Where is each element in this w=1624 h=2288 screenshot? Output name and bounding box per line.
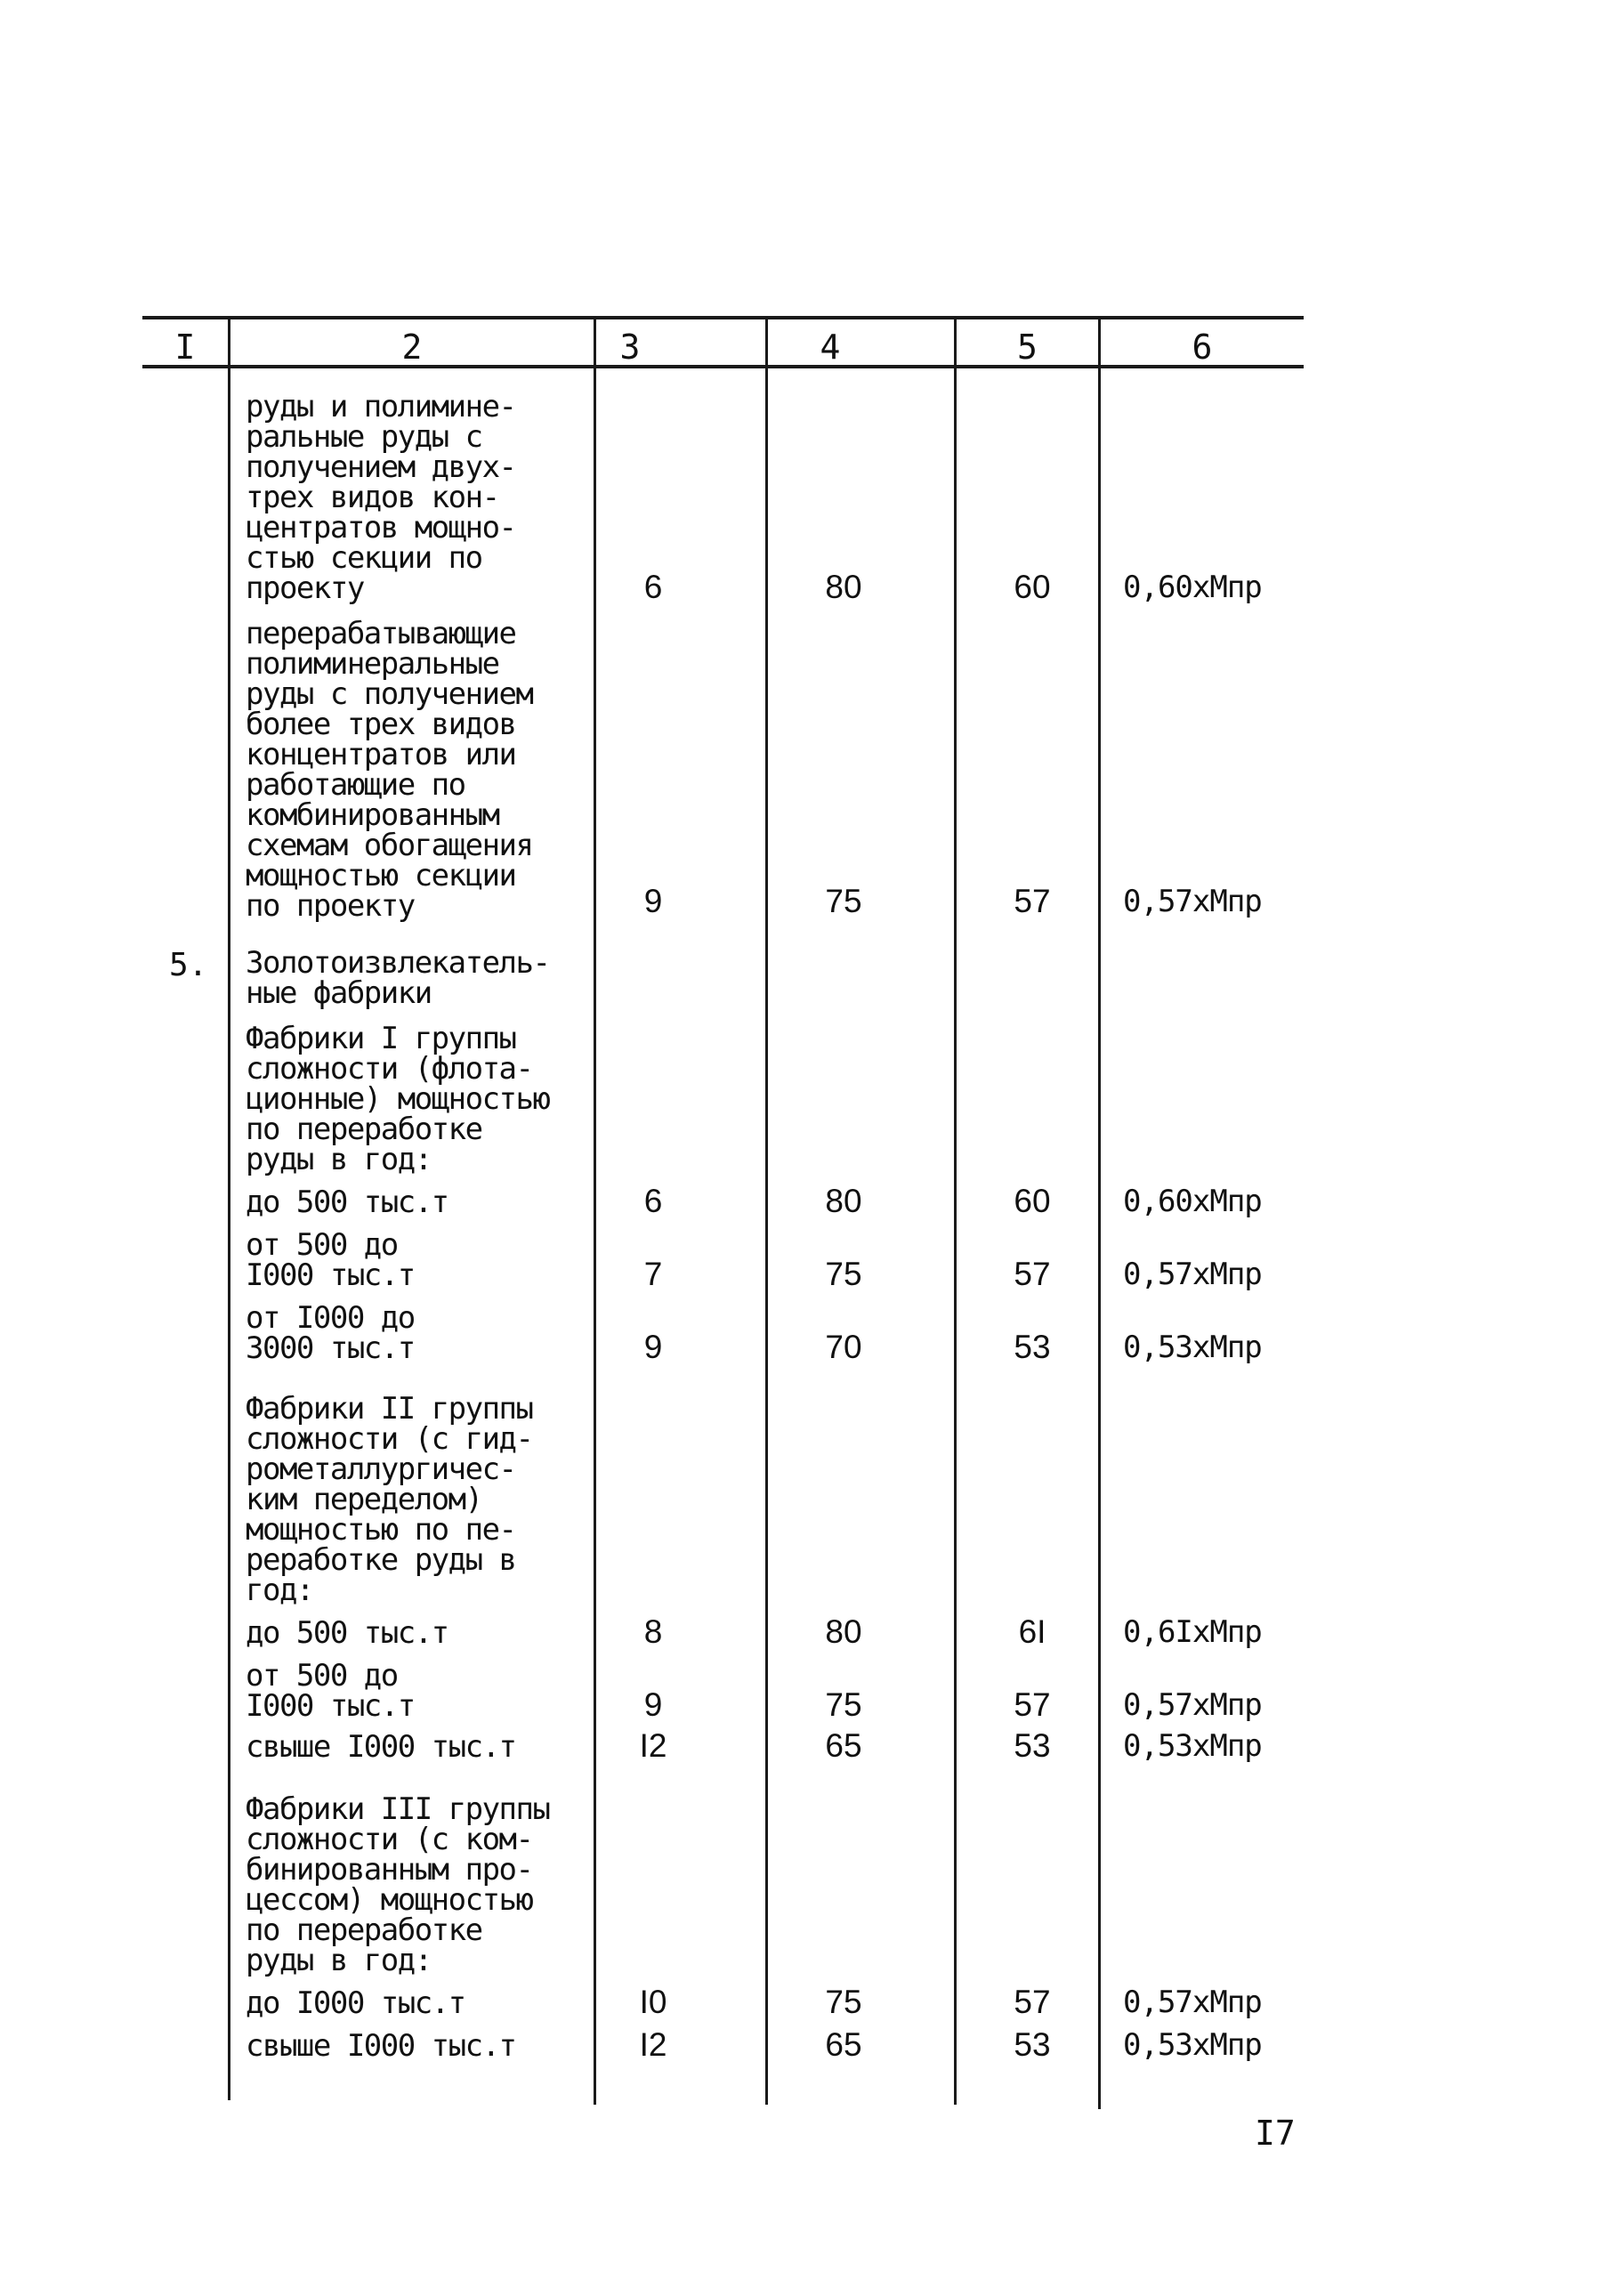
- row-6-col4: 70: [825, 1329, 862, 1365]
- row-9-col4: 75: [825, 1686, 862, 1723]
- row-5-col4: 75: [825, 1256, 862, 1292]
- row-13-col5: 53: [1014, 2026, 1051, 2063]
- section-number: 5.: [169, 947, 208, 983]
- row-5-col5: 57: [1014, 1256, 1051, 1292]
- row-10-description: свыше I000 тыс.т: [246, 1729, 516, 1765]
- row-0-col4: 80: [825, 569, 862, 605]
- column-header-6: 6: [1192, 327, 1213, 367]
- row-12-col4: 75: [825, 1984, 862, 2020]
- row-11-description: Фабрики III группы сложности (с ком- бинированным про- цессом) мощностью по переработке руды в год:: [246, 1791, 550, 1978]
- row-5-description: от 500 до I000 тыс.т: [246, 1227, 415, 1293]
- row-4-col5: 60: [1014, 1183, 1051, 1219]
- row-12-description: до I000 тыс.т: [246, 1985, 465, 2021]
- row-8-col5: 6I: [1018, 1613, 1046, 1650]
- row-6-col3: 9: [643, 1329, 663, 1365]
- row-8-col3: 8: [643, 1613, 663, 1650]
- row-6-description: от I000 до 3000 тыс.т: [246, 1300, 415, 1366]
- column-header-3: 3: [619, 327, 641, 367]
- row-0-col5: 60: [1014, 569, 1051, 605]
- column-divider-4: [954, 316, 957, 2105]
- row-13-col3: I2: [639, 2026, 667, 2063]
- row-12-col6: 0,57хМпр: [1123, 1985, 1262, 2020]
- column-header-1: I: [174, 327, 196, 367]
- row-4-description: до 500 тыс.т: [246, 1184, 448, 1220]
- row-1-description: перерабатывающие полиминеральные руды с получением более трех видов концентратов или работающие по комбинированным схемам обогащения мощностью секции по проекту: [246, 616, 533, 924]
- row-5-col6: 0,57хМпр: [1123, 1257, 1262, 1292]
- column-divider-2: [594, 316, 596, 2105]
- row-9-col6: 0,57хМпр: [1123, 1687, 1262, 1723]
- row-0-col3: 6: [643, 569, 663, 605]
- column-header-5: 5: [1017, 327, 1038, 367]
- row-8-col6: 0,6IхМпр: [1123, 1614, 1262, 1650]
- row-8-description: до 500 тыс.т: [246, 1615, 448, 1651]
- row-10-col3: I2: [639, 1727, 667, 1764]
- row-6-col5: 53: [1014, 1329, 1051, 1365]
- row-2-description: Золотоизвлекатель- ные фабрики: [246, 945, 550, 1011]
- row-13-col6: 0,53хМпр: [1123, 2027, 1262, 2063]
- row-10-col5: 53: [1014, 1727, 1051, 1764]
- row-13-description: свыше I000 тыс.т: [246, 2028, 516, 2064]
- page-number: I7: [1255, 2114, 1296, 2153]
- table-top-rule: [142, 316, 1304, 319]
- row-13-col4: 65: [825, 2026, 862, 2063]
- row-9-col3: 9: [643, 1686, 663, 1723]
- row-3-description: Фабрики I группы сложности (флота- ционные) мощностью по переработке руды в год:: [246, 1021, 550, 1177]
- row-9-description: от 500 до I000 тыс.т: [246, 1658, 415, 1724]
- column-header-2: 2: [401, 327, 423, 367]
- row-0-col6: 0,60хМпр: [1123, 570, 1262, 605]
- row-0-description: руды и полимине- ральные руды с получением двух- трех видов кон- центратов мощно- стью секции по проекту: [246, 389, 516, 606]
- row-4-col6: 0,60хМпр: [1123, 1184, 1262, 1219]
- row-10-col6: 0,53хМпр: [1123, 1728, 1262, 1764]
- row-5-col3: 7: [643, 1256, 663, 1292]
- row-8-col4: 80: [825, 1613, 862, 1650]
- row-1-col6: 0,57хМпр: [1123, 884, 1262, 919]
- column-divider-3: [765, 316, 768, 2105]
- row-12-col3: I0: [639, 1984, 667, 2020]
- row-4-col3: 6: [643, 1183, 663, 1219]
- row-12-col5: 57: [1014, 1984, 1051, 2020]
- row-6-col6: 0,53хМпр: [1123, 1330, 1262, 1365]
- row-10-col4: 65: [825, 1727, 862, 1764]
- row-1-col4: 75: [825, 883, 862, 919]
- row-1-col5: 57: [1014, 883, 1051, 919]
- row-9-col5: 57: [1014, 1686, 1051, 1723]
- row-1-col3: 9: [643, 883, 663, 919]
- row-7-description: Фабрики II группы сложности (с гид- рометаллургичес- ким переделом) мощностью по пе- реработке руды в год:: [246, 1391, 533, 1608]
- column-divider-1: [228, 316, 230, 2100]
- column-header-4: 4: [820, 327, 841, 367]
- row-4-col4: 80: [825, 1183, 862, 1219]
